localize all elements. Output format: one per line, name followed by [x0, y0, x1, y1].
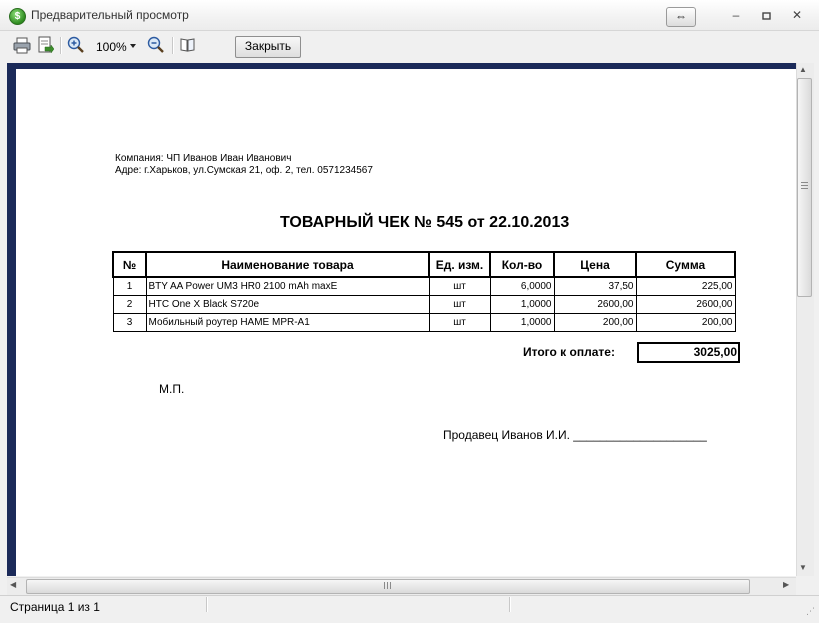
close-window-button[interactable]: ✕	[791, 8, 803, 22]
scroll-left-arrow-icon[interactable]: ◀	[10, 580, 17, 589]
page-setup-icon[interactable]	[179, 36, 197, 54]
table-row	[113, 296, 735, 314]
column-header-name: Наименование товара	[146, 252, 429, 277]
swap-arrows-button[interactable]: ⇔	[666, 7, 696, 27]
toolbar-separator	[60, 37, 62, 54]
close-preview-button[interactable]: Закрыть	[235, 36, 301, 58]
status-bar	[0, 595, 819, 623]
cell-price: 37,50	[554, 277, 636, 296]
company-name: Компания: ЧП Иванов Иван Иванович	[115, 153, 292, 164]
page-counter: Страница 1 из 1	[10, 600, 100, 614]
scroll-grip-icon	[390, 582, 391, 589]
cell-qty: 6,0000	[490, 277, 554, 296]
cell-name: Мобильный роутер HAME MPR-A1	[146, 314, 429, 332]
table-header-row	[113, 252, 735, 277]
status-divider	[509, 597, 511, 612]
column-header-sum: Сумма	[636, 252, 735, 277]
window-title: Предварительный просмотр	[31, 8, 189, 22]
app-dollar-icon: $	[9, 8, 26, 25]
cell-unit: шт	[429, 296, 490, 314]
company-address: Адре: г.Харьков, ул.Сумская 21, оф. 2, тел. 0571234567	[115, 165, 373, 176]
scroll-grip-icon	[801, 185, 808, 187]
column-header-qty: Кол-во	[490, 252, 554, 277]
scroll-down-arrow-icon[interactable]: ▼	[799, 563, 807, 572]
restore-button[interactable]	[760, 9, 774, 23]
cell-name: HTC One X Black S720e	[146, 296, 429, 314]
toolbar-separator	[172, 37, 174, 54]
minimize-button[interactable]: –	[732, 8, 740, 22]
scroll-grip-icon	[387, 582, 388, 589]
cell-name: BTY AA Power UM3 HR0 2100 mAh maxE	[146, 277, 429, 296]
status-divider	[206, 597, 208, 612]
export-icon[interactable]	[36, 36, 54, 54]
total-value: 3025,00	[637, 342, 740, 363]
company-info	[115, 153, 373, 177]
table-row	[113, 314, 735, 332]
cell-qty: 1,0000	[490, 314, 554, 332]
cell-sum: 225,00	[636, 277, 735, 296]
cell-number: 2	[113, 296, 146, 314]
total-label: Итого к оплате:	[523, 345, 615, 359]
cell-price: 2600,00	[554, 296, 636, 314]
horizontal-scroll-thumb[interactable]	[26, 579, 750, 594]
chevron-down-icon[interactable]	[130, 44, 136, 48]
receipt-title: ТОВАРНЫЙ ЧЕК № 545 от 22.10.2013	[280, 214, 570, 231]
page-shadow-left	[7, 63, 16, 576]
zoom-in-icon[interactable]	[67, 36, 85, 54]
scroll-grip-icon	[801, 182, 808, 184]
column-header-number: №	[113, 252, 146, 277]
zoom-select[interactable]: 100%	[96, 40, 127, 54]
stamp-placeholder: М.П.	[159, 382, 185, 396]
scroll-right-arrow-icon[interactable]: ▶	[783, 580, 790, 589]
cell-number: 1	[113, 277, 146, 296]
cell-price: 200,00	[554, 314, 636, 332]
items-table	[112, 251, 736, 332]
cell-unit: шт	[429, 314, 490, 332]
cell-qty: 1,0000	[490, 296, 554, 314]
scroll-grip-icon	[801, 188, 808, 190]
zoom-out-icon[interactable]	[147, 36, 165, 54]
cell-sum: 200,00	[636, 314, 735, 332]
scroll-grip-icon	[384, 582, 385, 589]
resize-grip-icon[interactable]: ⋰	[806, 606, 815, 616]
print-icon[interactable]	[13, 36, 31, 54]
column-header-price: Цена	[554, 252, 636, 277]
seller-signature-line: Продавец Иванов И.И. ____________________	[443, 428, 707, 442]
table-row	[113, 277, 735, 296]
cell-number: 3	[113, 314, 146, 332]
scroll-up-arrow-icon[interactable]: ▲	[799, 65, 807, 74]
cell-sum: 2600,00	[636, 296, 735, 314]
cell-unit: шт	[429, 277, 490, 296]
column-header-unit: Ед. изм.	[429, 252, 490, 277]
